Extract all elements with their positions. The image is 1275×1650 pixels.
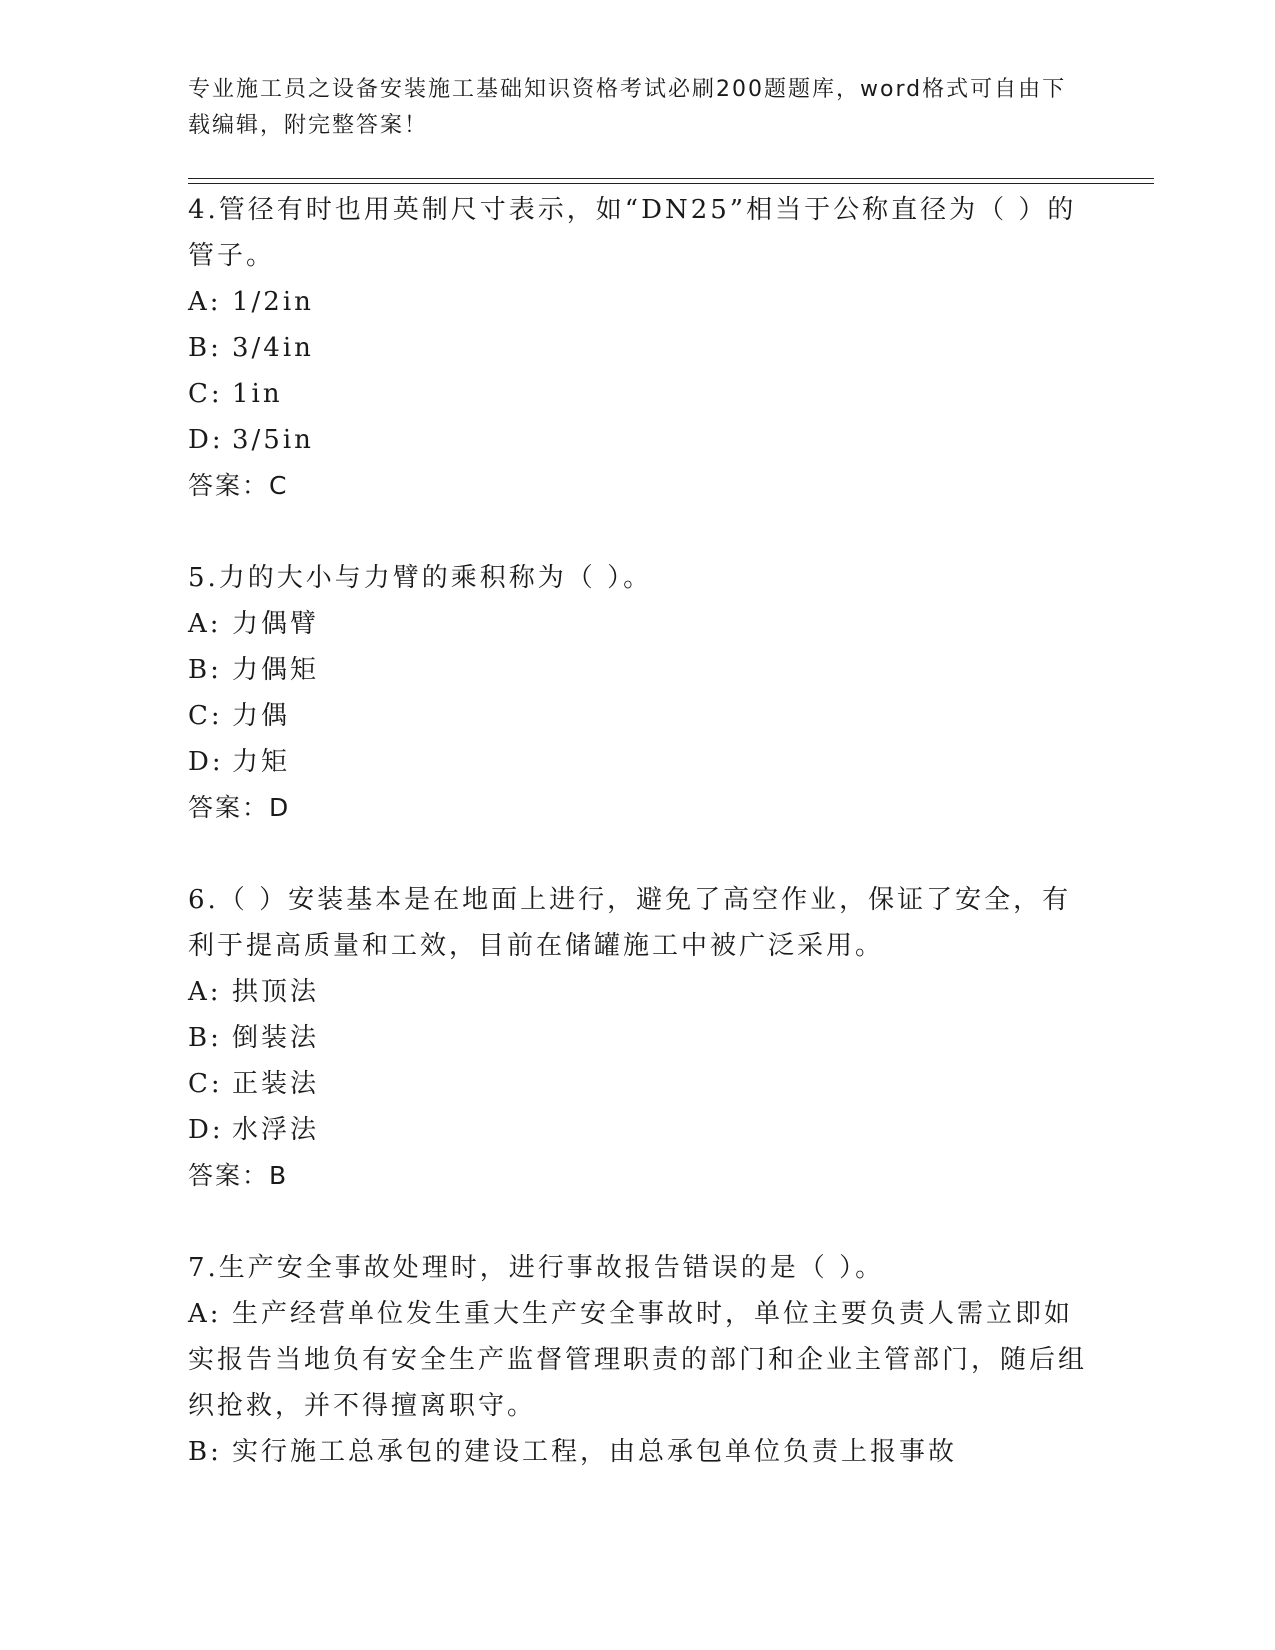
question-stem: 7.生产安全事故处理时，进行事故报告错误的是（ ）。	[188, 1253, 885, 1283]
question-stem: 5.力的大小与力臂的乘积称为（ ）。	[188, 563, 653, 593]
option-text: 力偶矩	[232, 655, 320, 685]
question-stem: 4.管径有时也用英制尺寸表示，如“DN25”相当于公称直径为（ ）的管子。	[188, 195, 1077, 271]
option-text: 1/2in	[232, 287, 314, 317]
option-b	[188, 1429, 1088, 1475]
answer-line: 答案：D	[188, 793, 291, 822]
option-text: 力矩	[232, 747, 291, 777]
option-letter: C:	[188, 701, 223, 731]
question-list	[188, 187, 1088, 1521]
option-letter: D:	[188, 1115, 224, 1145]
option-d	[188, 417, 1088, 463]
option-c	[188, 693, 1088, 739]
option-text: 力偶臂	[232, 609, 320, 639]
option-text: 力偶	[232, 701, 291, 731]
option-letter: B:	[188, 333, 222, 363]
header-divider-top	[188, 178, 1154, 179]
option-c	[188, 371, 1088, 417]
option-text: 水浮法	[232, 1115, 320, 1145]
question-5	[188, 555, 1088, 831]
option-text: 实行施工总承包的建设工程，由总承包单位负责上报事故	[232, 1437, 958, 1467]
option-a	[188, 601, 1088, 647]
option-letter: D:	[188, 747, 224, 777]
option-a	[188, 969, 1088, 1015]
question-stem: 6.（ ）安装基本是在地面上进行，避免了高空作业，保证了安全，有利于提高质量和工效，目前在储罐施工中被广泛采用。	[188, 885, 1072, 961]
option-letter: A:	[188, 287, 222, 317]
option-letter: A:	[188, 977, 222, 1007]
option-d	[188, 1107, 1088, 1153]
question-7	[188, 1245, 1088, 1475]
option-letter: B:	[188, 1023, 222, 1053]
question-4	[188, 187, 1088, 509]
option-a	[188, 1291, 1088, 1429]
option-letter: A:	[188, 609, 222, 639]
option-letter: A:	[188, 1299, 222, 1329]
option-b	[188, 1015, 1088, 1061]
option-text: 倒装法	[232, 1023, 320, 1053]
option-b	[188, 325, 1088, 371]
option-letter: C:	[188, 1069, 223, 1099]
option-text: 3/4in	[232, 333, 314, 363]
document-header: 专业施工员之设备安装施工基础知识资格考试必刷200题题库，word格式可自由下载编辑，附完整答案！	[188, 77, 1067, 138]
option-text: 3/5in	[232, 425, 314, 455]
option-letter: B:	[188, 1437, 222, 1467]
answer-line: 答案：B	[188, 1161, 289, 1190]
question-6	[188, 877, 1088, 1199]
option-letter: C:	[188, 379, 223, 409]
header-divider-bottom	[188, 183, 1154, 184]
option-text: 生产经营单位发生重大生产安全事故时，单位主要负责人需立即如实报告当地负有安全生产监督管理职责的部门和企业主管部门，随后组织抢救，并不得擅离职守。	[188, 1299, 1088, 1421]
answer-line: 答案：C	[188, 471, 289, 500]
option-b	[188, 647, 1088, 693]
option-text: 正装法	[232, 1069, 320, 1099]
option-d	[188, 739, 1088, 785]
option-text: 1in	[232, 379, 283, 409]
option-letter: B:	[188, 655, 222, 685]
option-a	[188, 279, 1088, 325]
option-letter: D:	[188, 425, 224, 455]
option-c	[188, 1061, 1088, 1107]
option-text: 拱顶法	[232, 977, 320, 1007]
